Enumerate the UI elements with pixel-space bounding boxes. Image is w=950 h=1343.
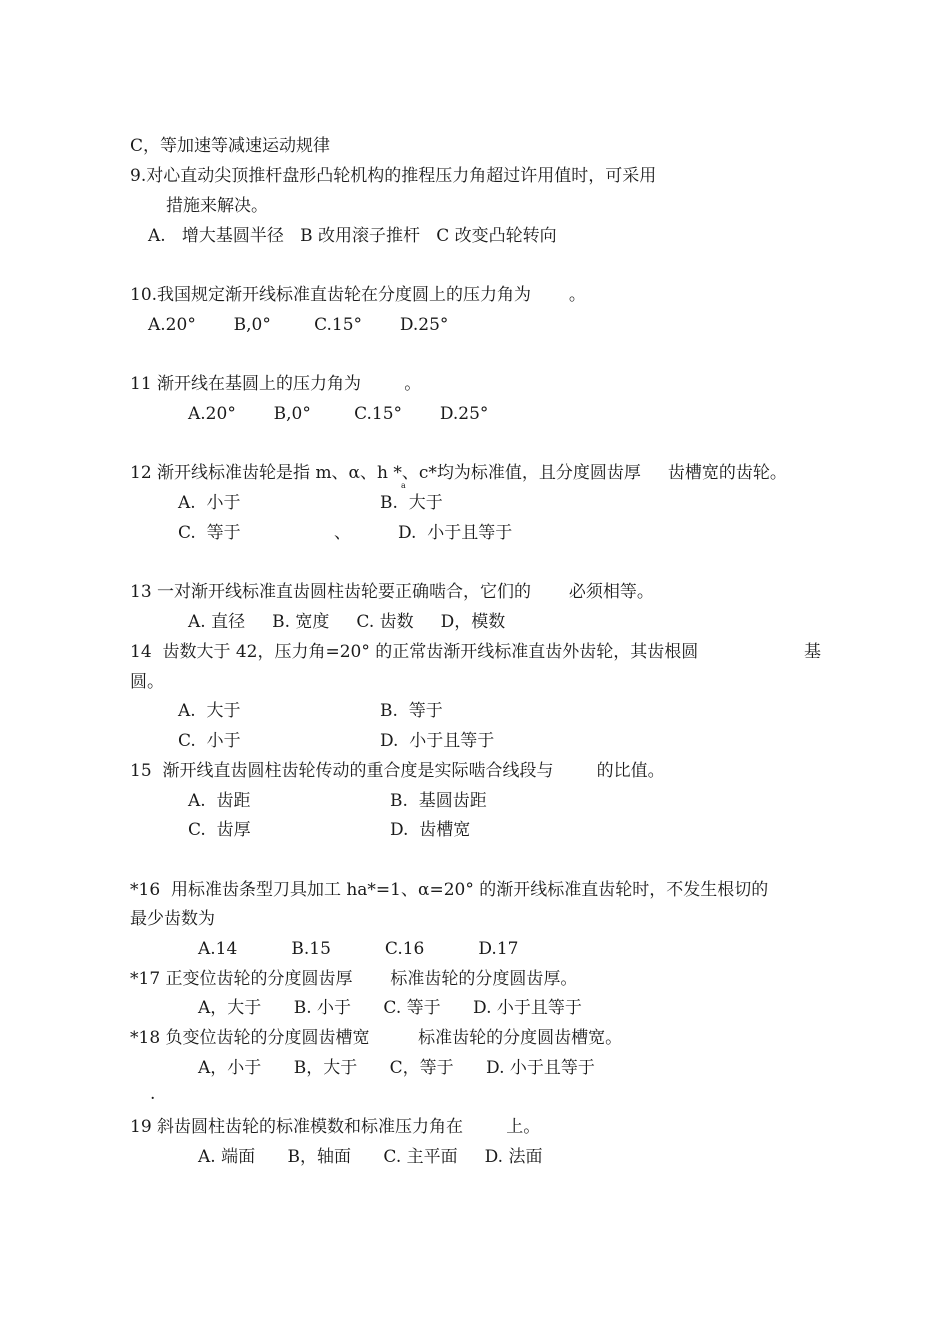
stray-mark: 、 <box>334 523 351 543</box>
option-c: C. 等于 <box>178 523 241 543</box>
option-line: C，等加速等减速运动规律 <box>130 136 331 156</box>
subscript: a <box>401 481 406 490</box>
question-9-cont: 措施来解决。 <box>166 196 268 216</box>
option-a: A. 齿距 <box>188 791 251 811</box>
question-13: 13 一对渐开线标准直齿圆柱齿轮要正确啮合，它们的 必须相等。 <box>130 582 654 602</box>
question-14-tail: 基 <box>804 642 821 662</box>
option-c: C. 齿厚 <box>188 820 251 840</box>
question-18: *18 负变位齿轮的分度圆齿槽宽 标准齿轮的分度圆齿槽宽。 <box>130 1028 623 1048</box>
options-10: A.20° B,0° C.15° D.25° <box>148 315 449 335</box>
option-d: D. 小于且等于 <box>380 731 495 751</box>
stray-dot: . <box>150 1084 156 1104</box>
options-16: A.14 B.15 C.16 D.17 <box>198 939 519 959</box>
question-15: 15 渐开线直齿圆柱齿轮传动的重合度是实际啮合线段与 的比值。 <box>130 761 665 781</box>
option-b: B. 大于 <box>380 493 443 513</box>
options-13: A. 直径 B. 宽度 C. 齿数 D，模数 <box>188 612 506 632</box>
option-b: B. 基圆齿距 <box>390 791 487 811</box>
question-10: 10.我国规定渐开线标准直齿轮在分度圆上的压力角为 。 <box>130 285 586 305</box>
question-19: 19 斜齿圆柱齿轮的标准模数和标准压力角在 上。 <box>130 1117 541 1137</box>
question-14: 14 齿数大于 42，压力角=20° 的正常齿渐开线标准直齿外齿轮，其齿根圆 <box>130 642 699 662</box>
option-d: D. 小于且等于 <box>398 523 513 543</box>
question-16-cont: 最少齿数为 <box>130 909 215 929</box>
option-a: A. 大于 <box>178 701 241 721</box>
question-16: *16 用标准齿条型刀具加工 ha*=1、α=20° 的渐开线标准直齿轮时，不发生根切的 <box>130 880 769 900</box>
option-c: C. 小于 <box>178 731 241 751</box>
options-17: A，大于 B. 小于 C. 等于 D. 小于且等于 <box>198 998 582 1018</box>
option-d: D. 齿槽宽 <box>390 820 471 840</box>
option-a: A. 小于 <box>178 493 241 513</box>
options-18: A，小于 B，大于 C，等于 D. 小于且等于 <box>198 1058 595 1078</box>
options-9: A. 增大基圆半径 B 改用滚子推杆 C 改变凸轮转向 <box>148 226 557 246</box>
options-11: A.20° B,0° C.15° D.25° <box>188 404 489 424</box>
question-14-cont: 圆。 <box>130 672 164 692</box>
option-b: B. 等于 <box>380 701 443 721</box>
question-11: 11 渐开线在基圆上的压力角为 。 <box>130 374 422 394</box>
question-17: *17 正变位齿轮的分度圆齿厚 标准齿轮的分度圆齿厚。 <box>130 969 578 989</box>
question-12: 12 渐开线标准齿轮是指 m、α、h *、c*均为标准值，且分度圆齿厚 齿槽宽的齿轮。 <box>130 463 787 483</box>
options-19: A. 端面 B，轴面 C. 主平面 D. 法面 <box>198 1147 543 1167</box>
question-9: 9.对心直动尖顶推杆盘形凸轮机构的推程压力角超过许用值时，可采用 <box>130 166 657 186</box>
